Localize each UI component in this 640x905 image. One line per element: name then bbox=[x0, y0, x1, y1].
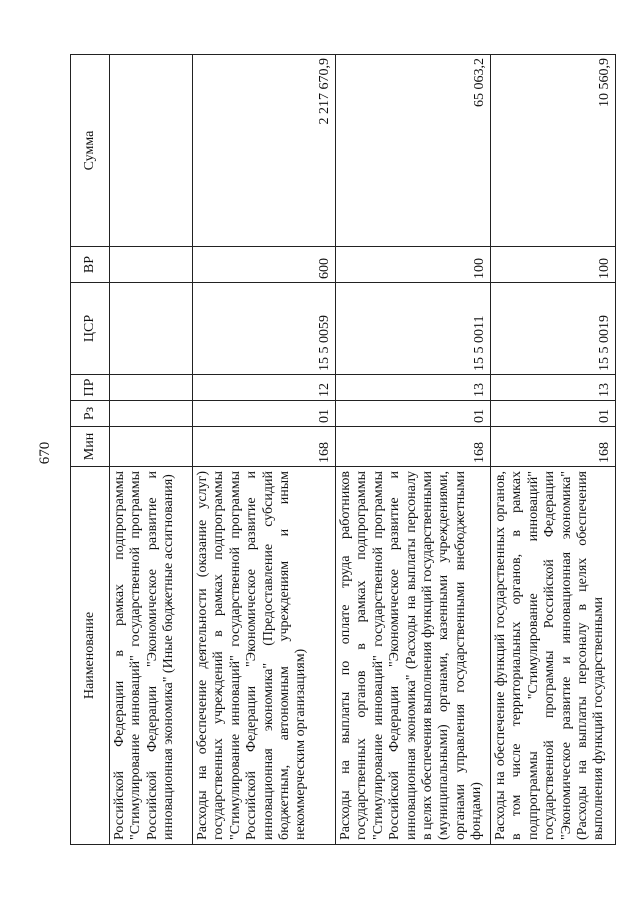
table-row bbox=[336, 55, 491, 845]
header-min: Мин bbox=[71, 427, 110, 467]
rotated-table-sheet bbox=[70, 55, 610, 845]
row-sum bbox=[110, 55, 193, 247]
table-row bbox=[110, 55, 193, 845]
row-rz bbox=[110, 401, 193, 427]
row-vr: 600 bbox=[193, 247, 336, 283]
row-name: Расходы на обеспечение деятельности (оказание услуг) государственных учреждений в рамках подпрограммы "Стимулирование инноваций" государственной программы Российской Федерации "Экономическое развитие и инновационная экономика" (Предоставление субсидий бюджетным, автономным учреждениям и иным некоммерческим организациям) bbox=[193, 467, 336, 845]
row-vr bbox=[110, 247, 193, 283]
row-rz: 01 bbox=[336, 401, 491, 427]
row-name: Российской Федерации в рамках подпрограммы "Стимулирование инноваций" государственной программы Российской Федерации "Экономическое развитие и инновационная экономика" (Иные бюджетные ассигнования) bbox=[110, 467, 193, 845]
header-vr: ВР bbox=[71, 247, 110, 283]
budget-table bbox=[70, 54, 616, 845]
row-pr: 13 bbox=[491, 375, 616, 401]
row-min: 168 bbox=[336, 427, 491, 467]
row-csr: 15 5 0059 bbox=[193, 283, 336, 375]
row-csr: 15 5 0019 bbox=[491, 283, 616, 375]
header-pr: ПР bbox=[71, 375, 110, 401]
row-rz: 01 bbox=[491, 401, 616, 427]
row-csr bbox=[110, 283, 193, 375]
row-pr: 12 bbox=[193, 375, 336, 401]
row-pr bbox=[110, 375, 193, 401]
row-pr: 13 bbox=[336, 375, 491, 401]
row-rz: 01 bbox=[193, 401, 336, 427]
row-vr: 100 bbox=[336, 247, 491, 283]
table-header-row bbox=[71, 55, 110, 845]
row-name: Расходы на выплаты по оплате труда работников государственных органов в рамках подпрограммы "Стимулирование инноваций" государственной программы Российской Федерации "Экономическое развитие и инновационная экономика" (Расходы на выплаты персоналу в целях обеспечения выполнения функций государственными (муниципальными) органами, казенными учреждениями, органами управления государственными внебюджетными фондами) bbox=[336, 467, 491, 845]
row-name: Расходы на обеспечение функций государственных органов, в том числе территориальных органов, в рамках подпрограммы "Стимулирование инноваций" государственной программы Российской Федерации "Экономическое развитие и инновационная экономика" (Расходы на выплаты персоналу в целях обеспечения выполнения функций государственными bbox=[491, 467, 616, 845]
row-vr: 100 bbox=[491, 247, 616, 283]
table-row bbox=[193, 55, 336, 845]
page-number: 670 bbox=[37, 441, 53, 465]
row-min bbox=[110, 427, 193, 467]
table-row bbox=[491, 55, 616, 845]
header-csr: ЦСР bbox=[71, 283, 110, 375]
row-csr: 15 5 0011 bbox=[336, 283, 491, 375]
header-name: Наименование bbox=[71, 467, 110, 845]
row-min: 168 bbox=[491, 427, 616, 467]
row-sum: 10 560,9 bbox=[491, 55, 616, 247]
row-sum: 65 063,2 bbox=[336, 55, 491, 247]
header-sum: Сумма bbox=[71, 55, 110, 247]
header-rz: Рз bbox=[71, 401, 110, 427]
row-sum: 2 217 670,9 bbox=[193, 55, 336, 247]
row-min: 168 bbox=[193, 427, 336, 467]
